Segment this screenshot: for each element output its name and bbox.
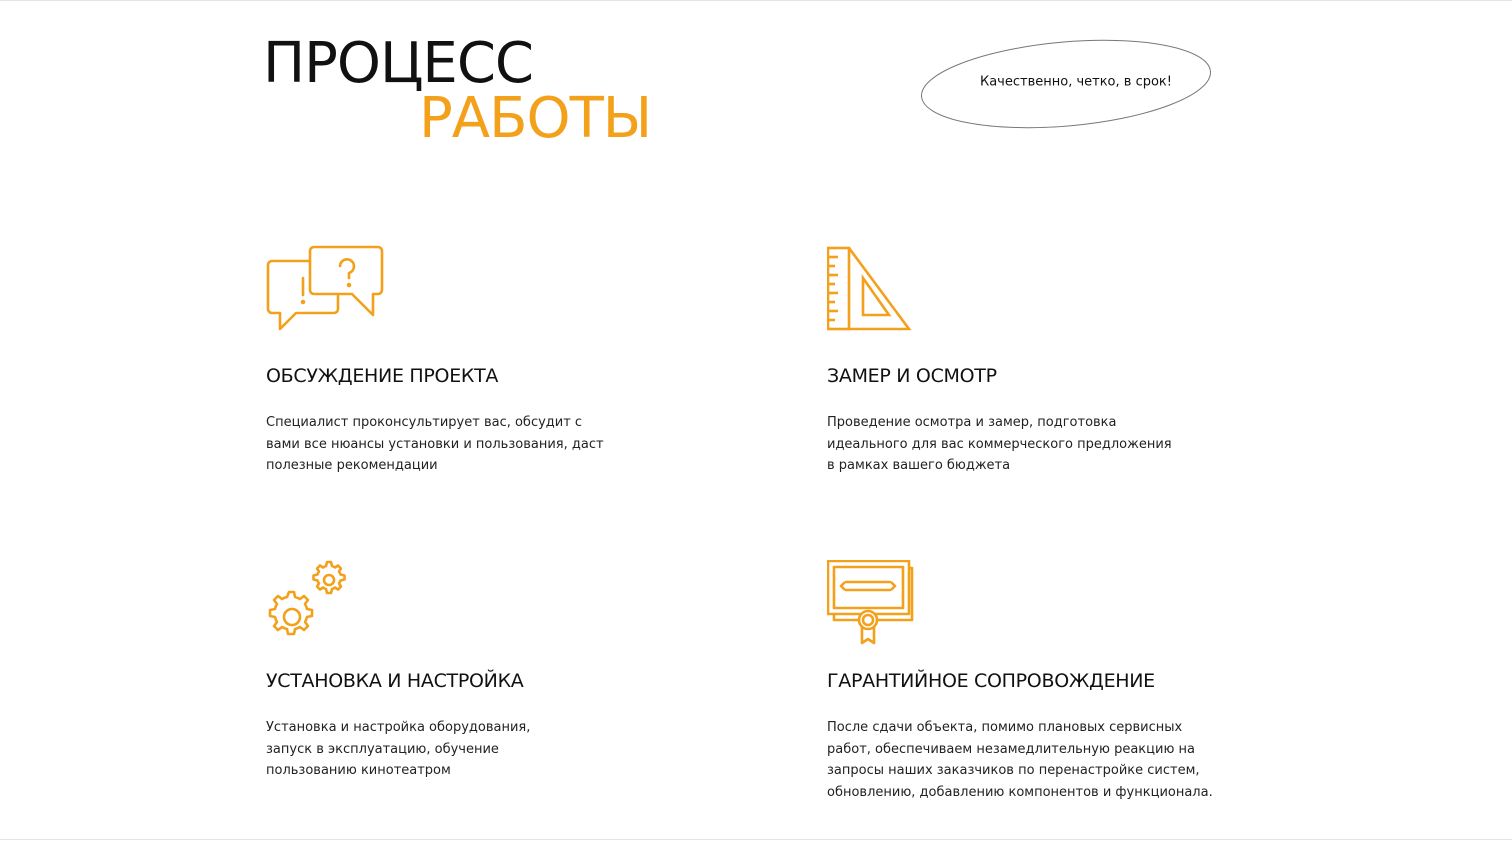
step-description-line: работ, обеспечиваем незамедлительную реакцию на (827, 741, 1195, 757)
step-description-line: Установка и настройка оборудования, (266, 720, 531, 735)
step-description-line: вами все нюансы установки и пользования, даст (266, 436, 604, 452)
step-description (266, 717, 530, 782)
ruler-triangle-icon (827, 244, 917, 339)
step-description-line: запросы наших заказчиков по перенастройке систем, (827, 763, 1200, 778)
section-title-line-2: РАБОТЫ (419, 86, 652, 151)
bottom-border (0, 839, 1512, 840)
step-title: ОБСУЖДЕНИЕ ПРОЕКТА (266, 365, 499, 387)
step-description-line: После сдачи объекта, помимо плановых сервисных (827, 720, 1183, 735)
chat-bubbles-question-icon (266, 244, 386, 339)
step-description-line: запуск в эксплуатацию, обучение (266, 741, 499, 757)
step-title: УСТАНОВКА И НАСТРОЙКА (266, 670, 524, 692)
step-description-line: Специалист проконсультирует вас, обсудит с (266, 415, 583, 430)
top-border (0, 0, 1512, 1)
step-description (266, 412, 604, 477)
step-description-line: в рамках вашего бюджета (827, 458, 1011, 473)
step-title: ЗАМЕР И ОСМОТР (827, 365, 997, 387)
step-description-line: обновлению, добавлению компонентов и функционала. (827, 784, 1213, 800)
tagline-badge (920, 38, 1212, 130)
step-description-line: идеального для вас коммерческого предложения (827, 436, 1172, 452)
step-description-line: пользованию кинотеатром (266, 763, 451, 778)
section-title-line-1: ПРОЦЕСС (263, 31, 534, 96)
step-description-line: Проведение осмотра и замер, подготовка (827, 415, 1117, 430)
certificate-icon (827, 560, 917, 655)
step-description (827, 717, 1213, 803)
tagline-text: Качественно, четко, в срок! (979, 74, 1172, 90)
step-description (827, 412, 1172, 477)
step-title: ГАРАНТИЙНОЕ СОПРОВОЖДЕНИЕ (827, 670, 1155, 692)
step-description-line: полезные рекомендации (266, 458, 438, 473)
gears-icon (266, 560, 356, 655)
